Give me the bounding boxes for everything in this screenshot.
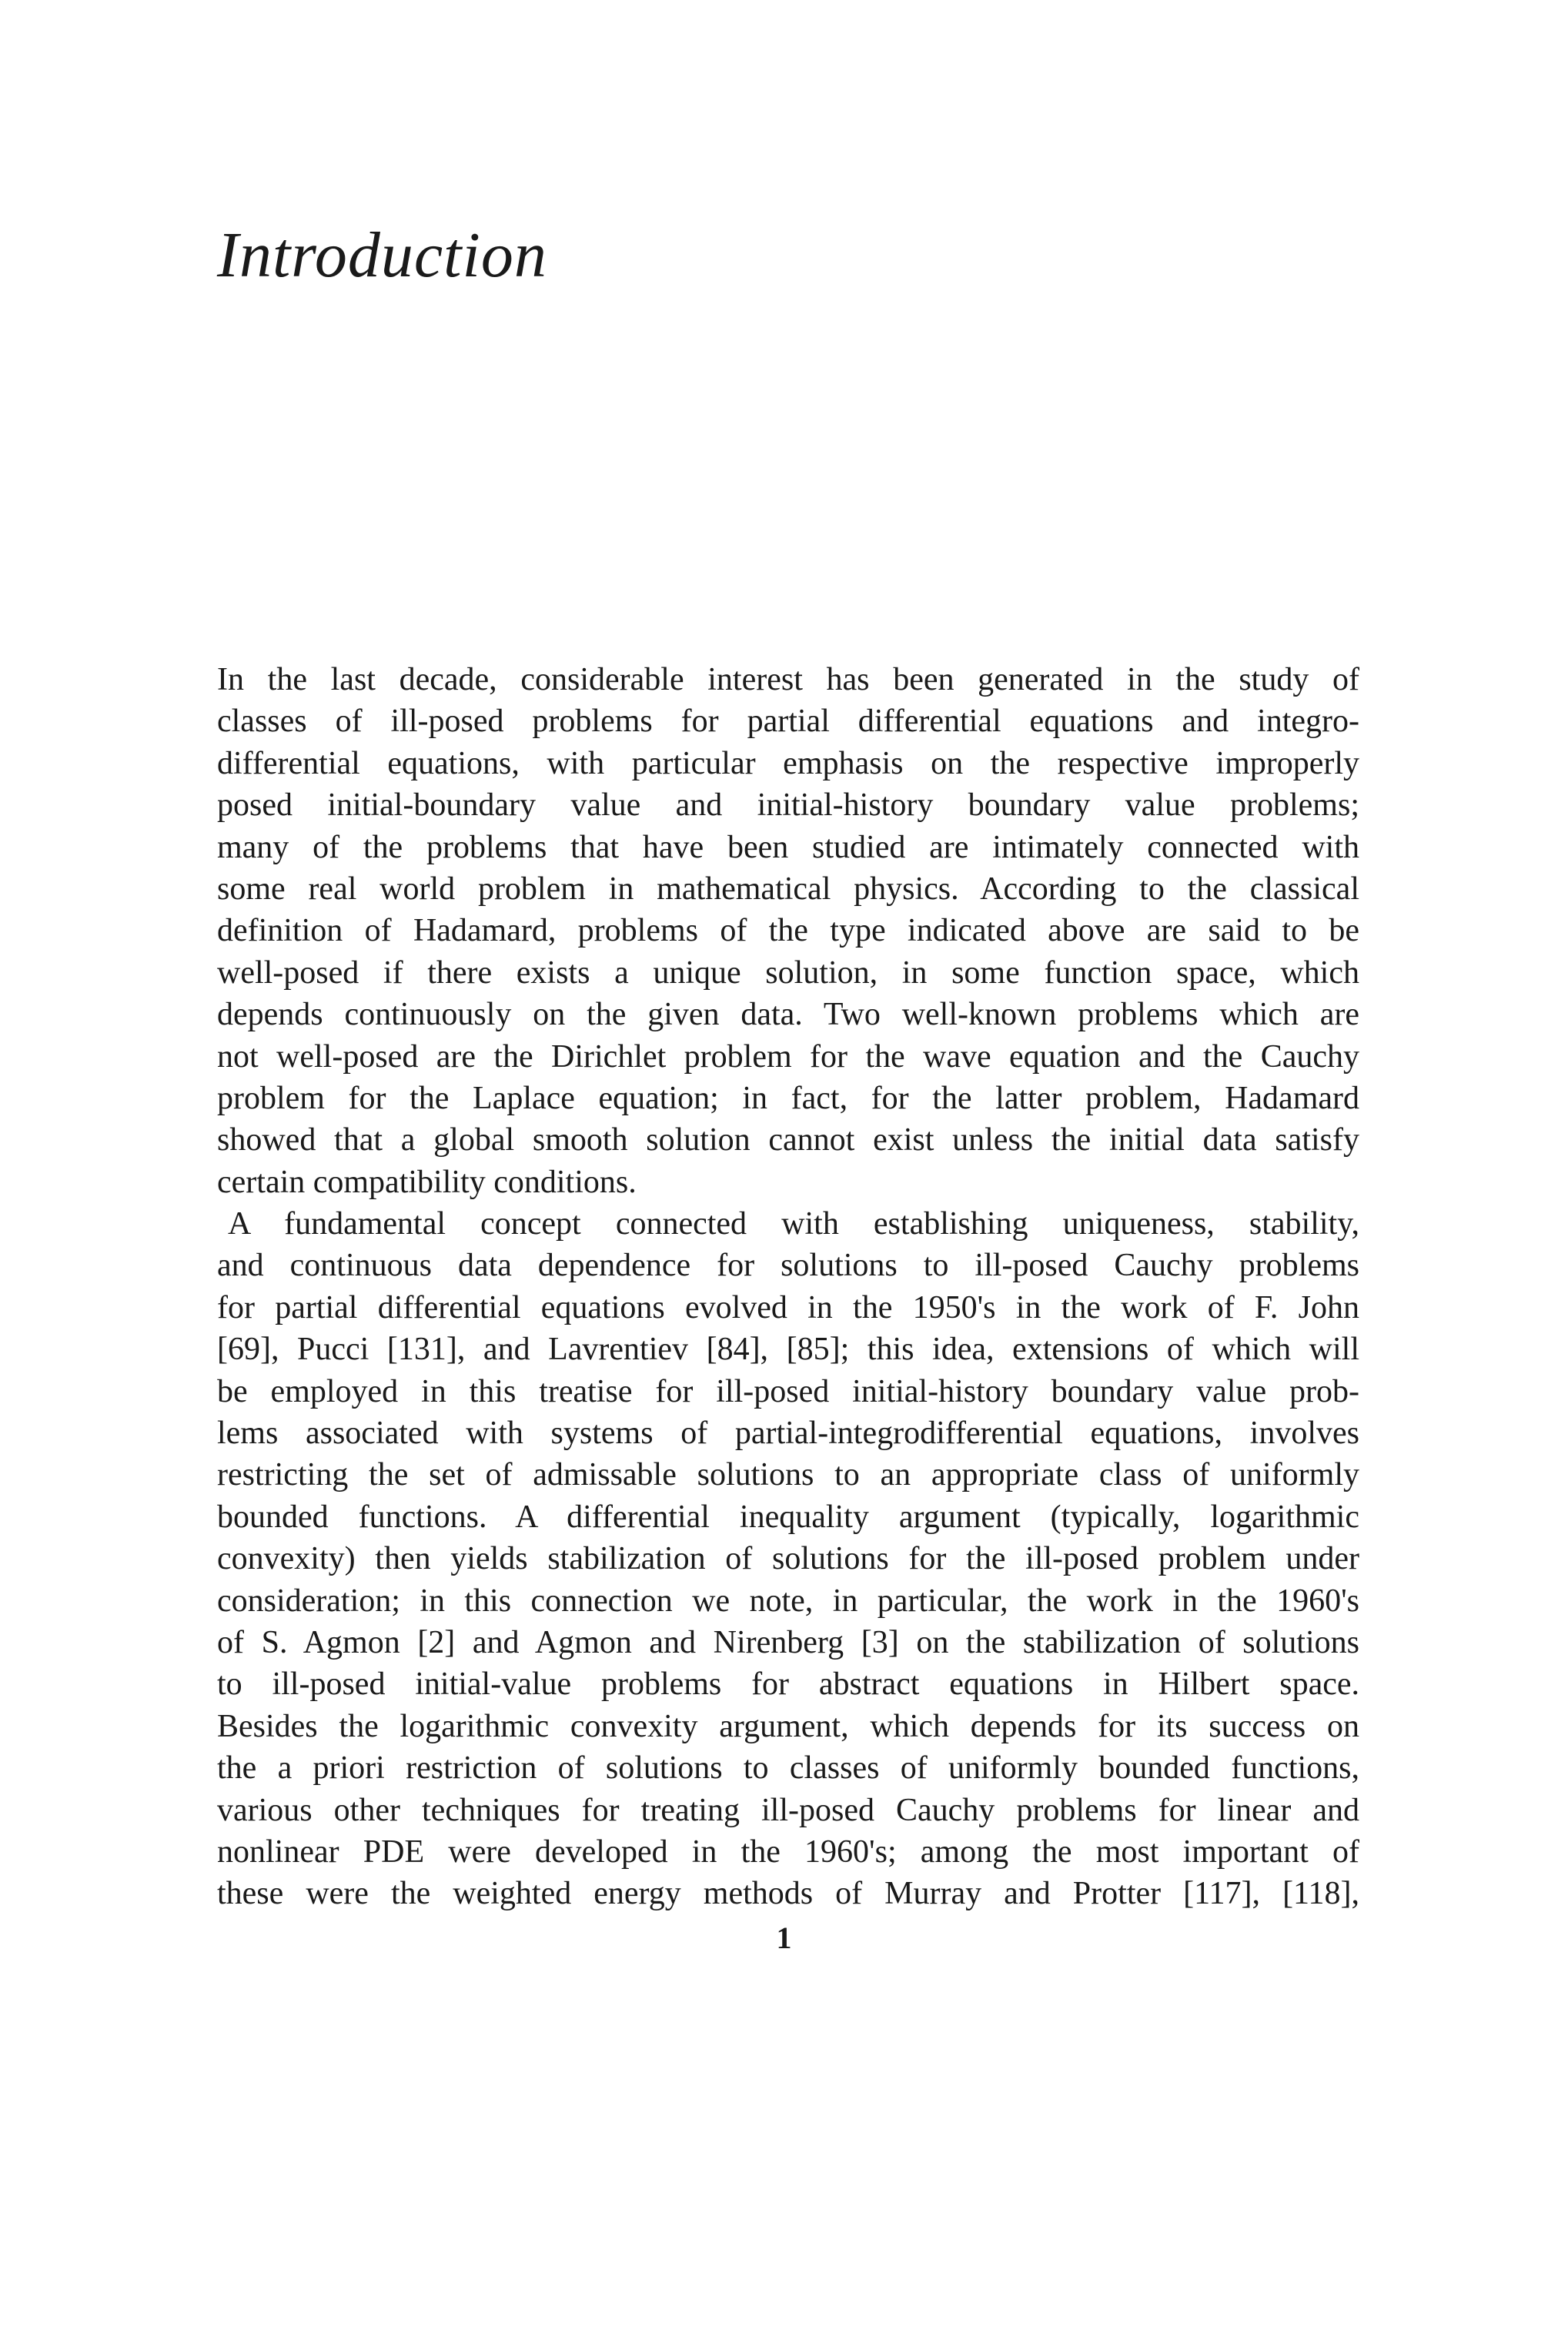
paragraph-1-line: problem for the Laplace equation; in fact, for the latter problem, Hadamard [217, 1080, 1359, 1116]
paragraph-2-line: convexity) then yields stabilization of solutions for the ill-posed problem under [217, 1541, 1359, 1577]
paragraph-2-line: various other techniques for treating ill-posed Cauchy problems for linear and [217, 1792, 1359, 1828]
chapter-title: Introduction [217, 219, 547, 291]
paragraph-1-line: depends continuously on the given data. Two well-known problems which are [217, 997, 1359, 1033]
paragraph-2-line: lems associated with systems of partial-integrodifferential equations, involves [217, 1416, 1359, 1452]
paragraph-2-line: these were the weighted energy methods of Murray and Protter [117], [118], [217, 1876, 1359, 1912]
paragraph-2-line: nonlinear PDE were developed in the 1960's; among the most important of [217, 1834, 1359, 1870]
paragraph-2-line: A fundamental concept connected with establishing uniqueness, stability, [228, 1206, 1359, 1242]
paragraph-2-line: bounded functions. A differential inequality argument (typically, logarithmic [217, 1499, 1359, 1535]
paragraph-2-line: and continuous data dependence for solutions to ill-posed Cauchy problems [217, 1248, 1359, 1284]
paragraph-2-line: to ill-posed initial-value problems for abstract equations in Hilbert space. [217, 1666, 1359, 1703]
paragraph-2-line: be employed in this treatise for ill-posed initial-history boundary value prob- [217, 1373, 1359, 1409]
paragraph-1-line: some real world problem in mathematical physics. According to the classical [217, 871, 1359, 907]
paragraph-1-line: definition of Hadamard, problems of the type indicated above are said to be [217, 913, 1359, 949]
paragraph-2-line: for partial differential equations evolved in the 1950's in the work of F. John [217, 1289, 1359, 1325]
paragraph-2-line: of S. Agmon [2] and Agmon and Nirenberg [3] on the stabilization of solutions [217, 1624, 1359, 1660]
paragraph-2-line: the a priori restriction of solutions to classes of uniformly bounded functions, [217, 1750, 1359, 1787]
paragraph-2-line: [69], Pucci [131], and Lavrentiev [84], [85]; this idea, extensions of which will [217, 1332, 1359, 1368]
paragraph-1-line: many of the problems that have been studied are intimately connected with [217, 829, 1359, 865]
paragraph-1-line: differential equations, with particular emphasis on the respective improperly [217, 745, 1359, 781]
page-number: 1 [776, 1920, 792, 1955]
paragraph-1-line: classes of ill-posed problems for partial differential equations and integro- [217, 704, 1359, 740]
paragraph-1-line: posed initial-boundary value and initial-history boundary value problems; [217, 787, 1359, 824]
paragraph-1-line: In the last decade, considerable interest has been generated in the study of [217, 662, 1359, 697]
paragraph-1-line: not well-posed are the Dirichlet problem for the wave equation and the Cauchy [217, 1038, 1359, 1075]
paragraph-1-line: certain compatibility conditions. [217, 1164, 637, 1200]
paragraph-1-line: well-posed if there exists a unique solution, in some function space, which [217, 954, 1359, 991]
paragraph-1-line: showed that a global smooth solution cannot exist unless the initial data satisfy [217, 1122, 1359, 1158]
paragraph-2-line: Besides the logarithmic convexity argument, which depends for its success on [217, 1708, 1359, 1744]
paragraph-2-line: restricting the set of admissable solutions to an appropriate class of uniformly [217, 1457, 1359, 1493]
body-text [217, 659, 1359, 1915]
paragraph-2-line: consideration; in this connection we note, in particular, the work in the 1960's [217, 1583, 1359, 1619]
